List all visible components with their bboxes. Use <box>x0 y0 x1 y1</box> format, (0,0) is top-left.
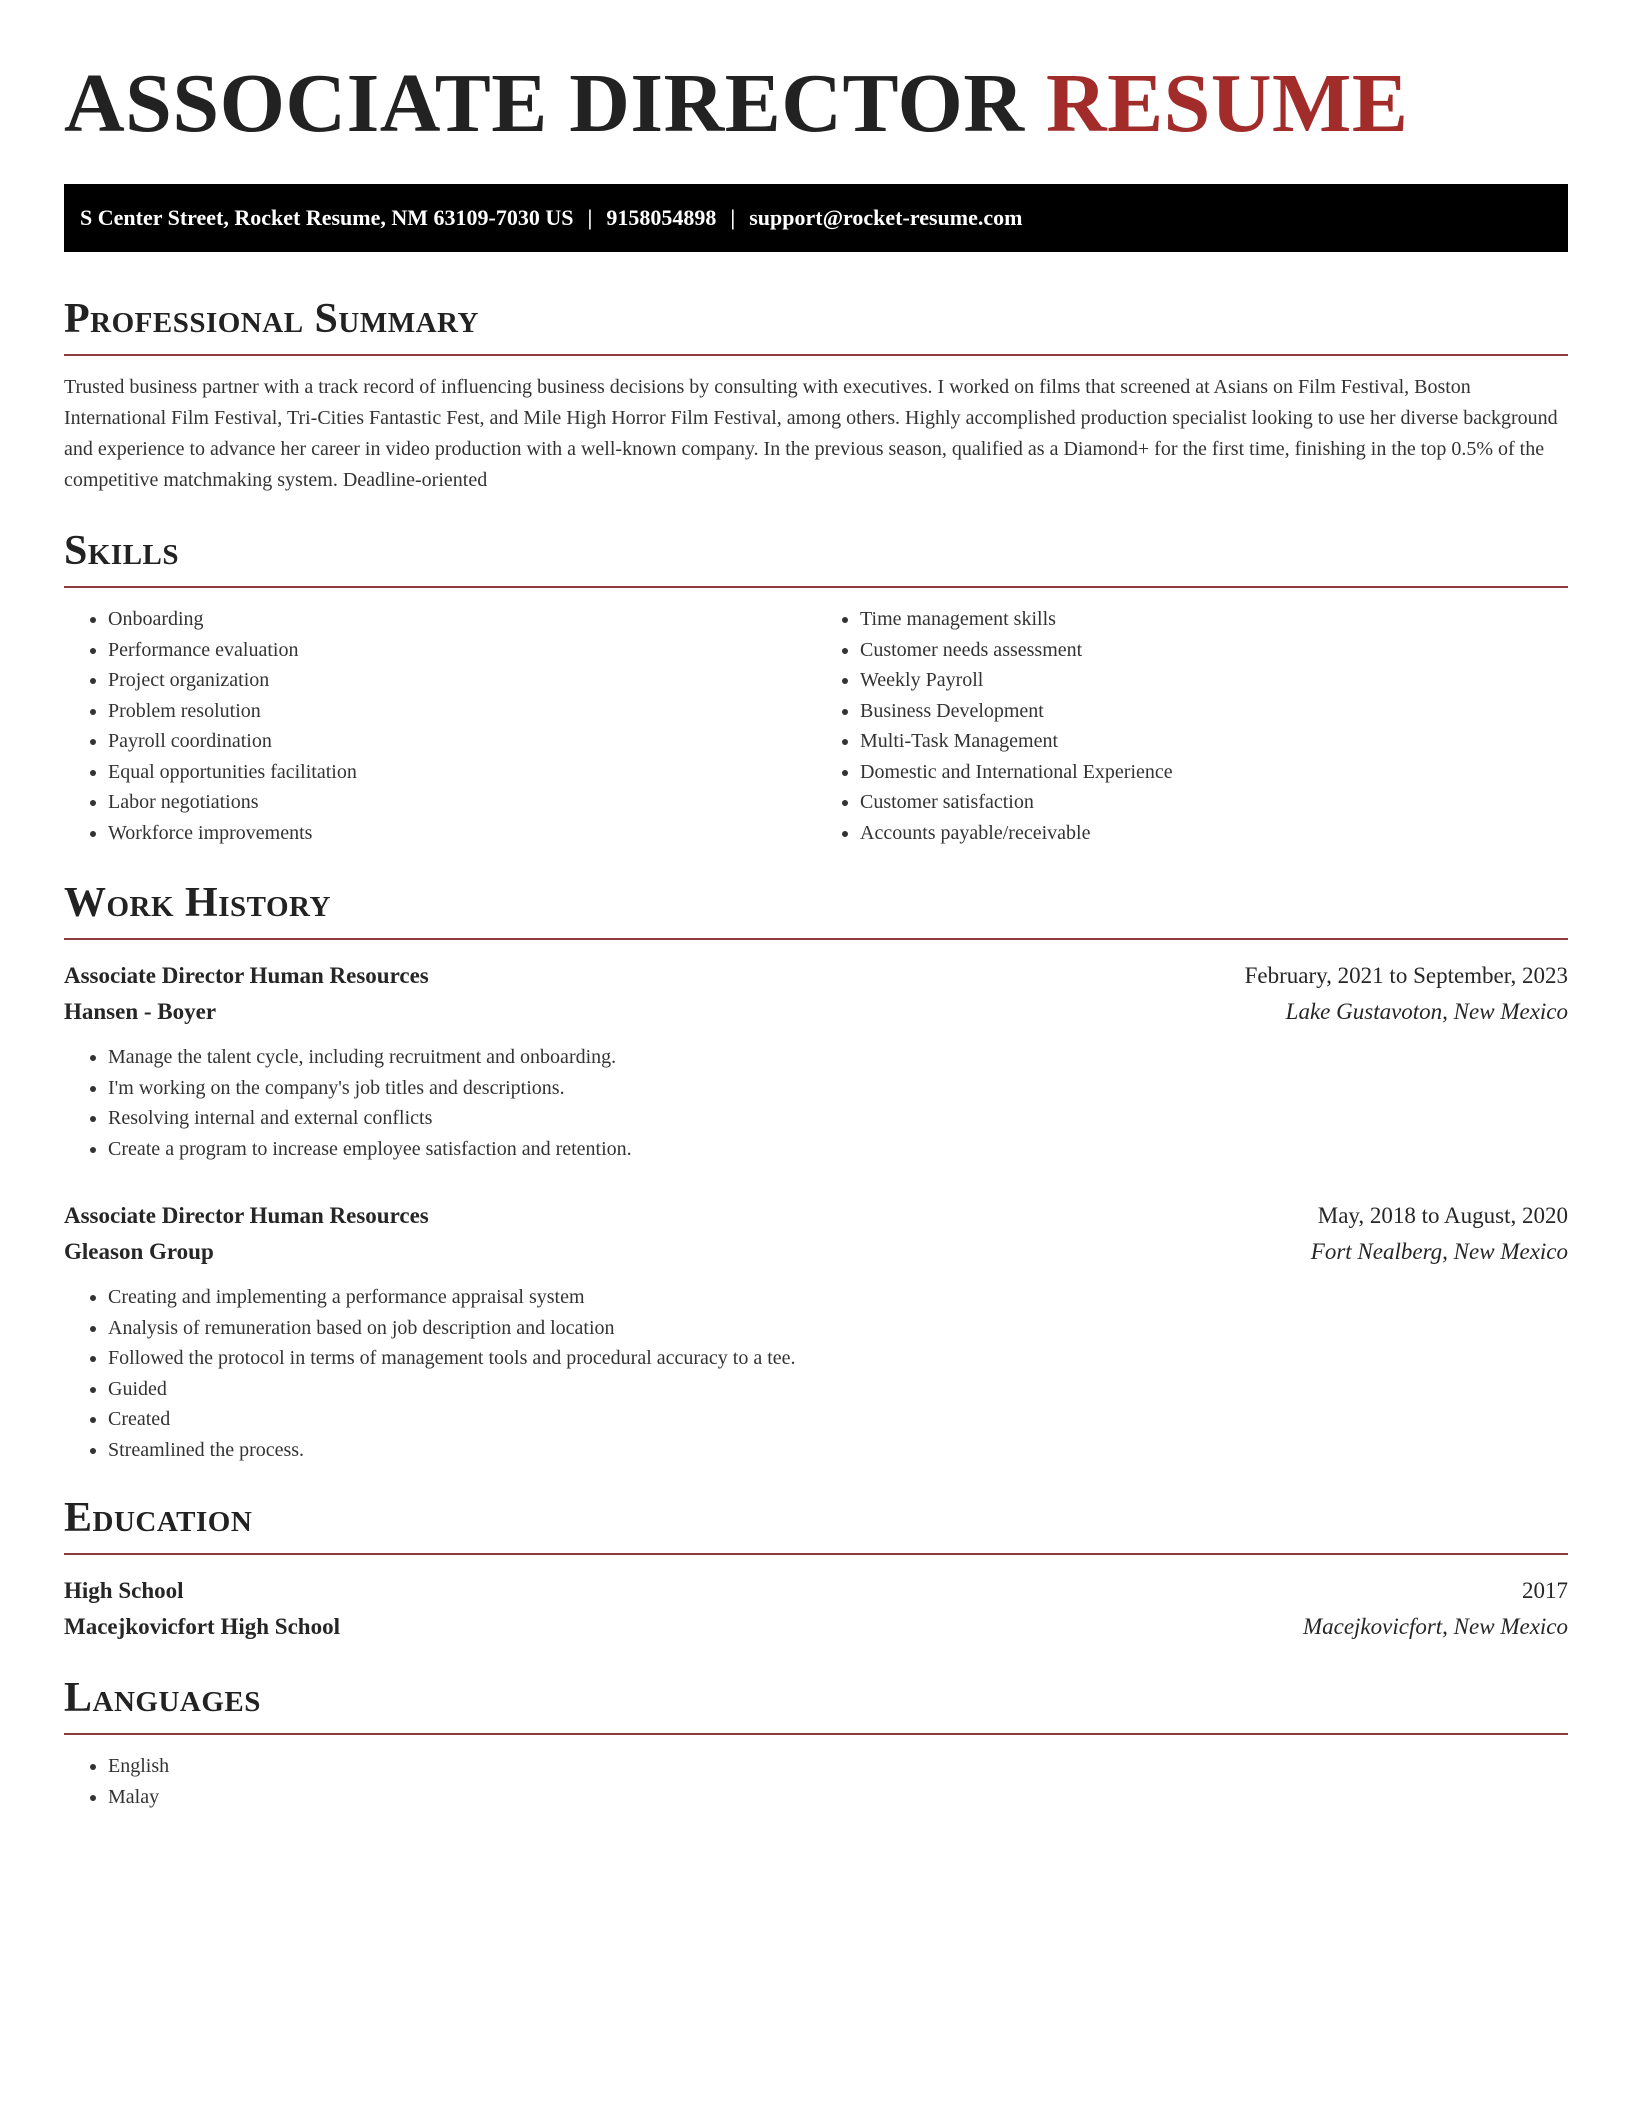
job-role: Associate Director Human Resources <box>64 1203 429 1228</box>
job-bullets <box>64 1042 1568 1164</box>
job-company: Hansen - Boyer <box>64 999 217 1024</box>
skill-item: • Performance evaluation <box>108 635 816 666</box>
skills-columns <box>64 604 1568 848</box>
skill-item: • Business Development <box>860 696 1568 727</box>
education-location: Macejkovicfort, New Mexico <box>1302 1614 1568 1639</box>
job-bullet: • Analysis of remuneration based on job description and location <box>108 1313 1568 1344</box>
skills-list-right <box>816 604 1568 848</box>
skill-item: • Equal opportunities facilitation <box>108 757 816 788</box>
work-history-heading: Work History <box>64 880 1568 940</box>
job-bullet: • Resolving internal and external conflicts <box>108 1103 1568 1134</box>
title-main: ASSOCIATE DIRECTOR <box>64 57 1025 150</box>
title-accent: RESUME <box>1045 57 1409 150</box>
skill-item: • Workforce improvements <box>108 818 816 849</box>
education-entry <box>64 1573 1568 1645</box>
job-bullet: • Created <box>108 1404 1568 1435</box>
job-role: Associate Director Human Resources <box>64 963 429 988</box>
contact-bar <box>64 184 1568 252</box>
job-bullet: • Creating and implementing a performance appraisal system <box>108 1282 1568 1313</box>
language-item: • English <box>108 1751 1568 1782</box>
job-bullet: • Guided <box>108 1374 1568 1405</box>
contact-separator: | <box>730 205 736 230</box>
skill-item: • Multi-Task Management <box>860 726 1568 757</box>
contact-phone: 9158054898 <box>606 205 717 230</box>
summary-text: Trusted business partner with a track record of influencing business decisions by consulting with executives. I worked on films that screened at Asians on Film Festival, Boston International Film Festival, Tri-Cities Fantastic Fest, and Mile High Horror Film Festival, among others. Highly accomplished production specialist looking to use her diverse background and experience to advance her career in video production with a well-known company. In the previous season, qualified as a Diamond+ for the first time, finishing in the top 0.5% of the competitive matchmaking system. Deadline-oriented <box>64 376 1558 491</box>
job-dates: February, 2021 to September, 2023 <box>1244 963 1568 988</box>
skill-item: • Payroll coordination <box>108 726 816 757</box>
skill-item: • Project organization <box>108 665 816 696</box>
education-header-row <box>64 1573 1568 1609</box>
contact-separator: | <box>587 205 593 230</box>
skill-item: • Onboarding <box>108 604 816 635</box>
job-entry <box>64 1198 1568 1465</box>
skill-item: • Labor negotiations <box>108 787 816 818</box>
languages-heading: Languages <box>64 1675 1568 1735</box>
languages-list <box>64 1751 1568 1812</box>
contact-address: S Center Street, Rocket Resume, NM 63109-7030 US <box>80 205 574 230</box>
job-bullet: • I'm working on the company's job titles and descriptions. <box>108 1073 1568 1104</box>
contact-email: support@rocket-resume.com <box>749 205 1023 230</box>
job-company-row <box>64 994 1568 1030</box>
job-company: Gleason Group <box>64 1239 214 1264</box>
education-heading: Education <box>64 1495 1568 1555</box>
job-location: Lake Gustavoton, New Mexico <box>1285 999 1568 1024</box>
summary-heading: Professional Summary <box>64 296 1568 356</box>
job-bullets <box>64 1282 1568 1465</box>
education-degree: High School <box>64 1578 184 1603</box>
skill-item: • Domestic and International Experience <box>860 757 1568 788</box>
job-dates: May, 2018 to August, 2020 <box>1317 1203 1568 1228</box>
resume-page <box>64 0 1568 1812</box>
job-header-row <box>64 1198 1568 1234</box>
skill-item: • Time management skills <box>860 604 1568 635</box>
job-company-row <box>64 1234 1568 1270</box>
job-bullet: • Streamlined the process. <box>108 1435 1568 1466</box>
education-school-row <box>64 1609 1568 1645</box>
skills-list-left <box>64 604 816 848</box>
skills-heading: Skills <box>64 528 1568 588</box>
job-bullet: • Create a program to increase employee satisfaction and retention. <box>108 1134 1568 1165</box>
language-item: • Malay <box>108 1782 1568 1813</box>
skill-item: • Accounts payable/receivable <box>860 818 1568 849</box>
job-location: Fort Nealberg, New Mexico <box>1310 1239 1568 1264</box>
skill-item: • Weekly Payroll <box>860 665 1568 696</box>
job-entry <box>64 958 1568 1164</box>
education-school: Macejkovicfort High School <box>64 1614 340 1639</box>
education-year: 2017 <box>1522 1578 1568 1603</box>
skill-item: • Customer needs assessment <box>860 635 1568 666</box>
skill-item: • Customer satisfaction <box>860 787 1568 818</box>
resume-title <box>64 58 1568 150</box>
job-header-row <box>64 958 1568 994</box>
skill-item: • Problem resolution <box>108 696 816 727</box>
job-bullet: • Followed the protocol in terms of management tools and procedural accuracy to a tee. <box>108 1343 1568 1374</box>
job-bullet: • Manage the talent cycle, including recruitment and onboarding. <box>108 1042 1568 1073</box>
